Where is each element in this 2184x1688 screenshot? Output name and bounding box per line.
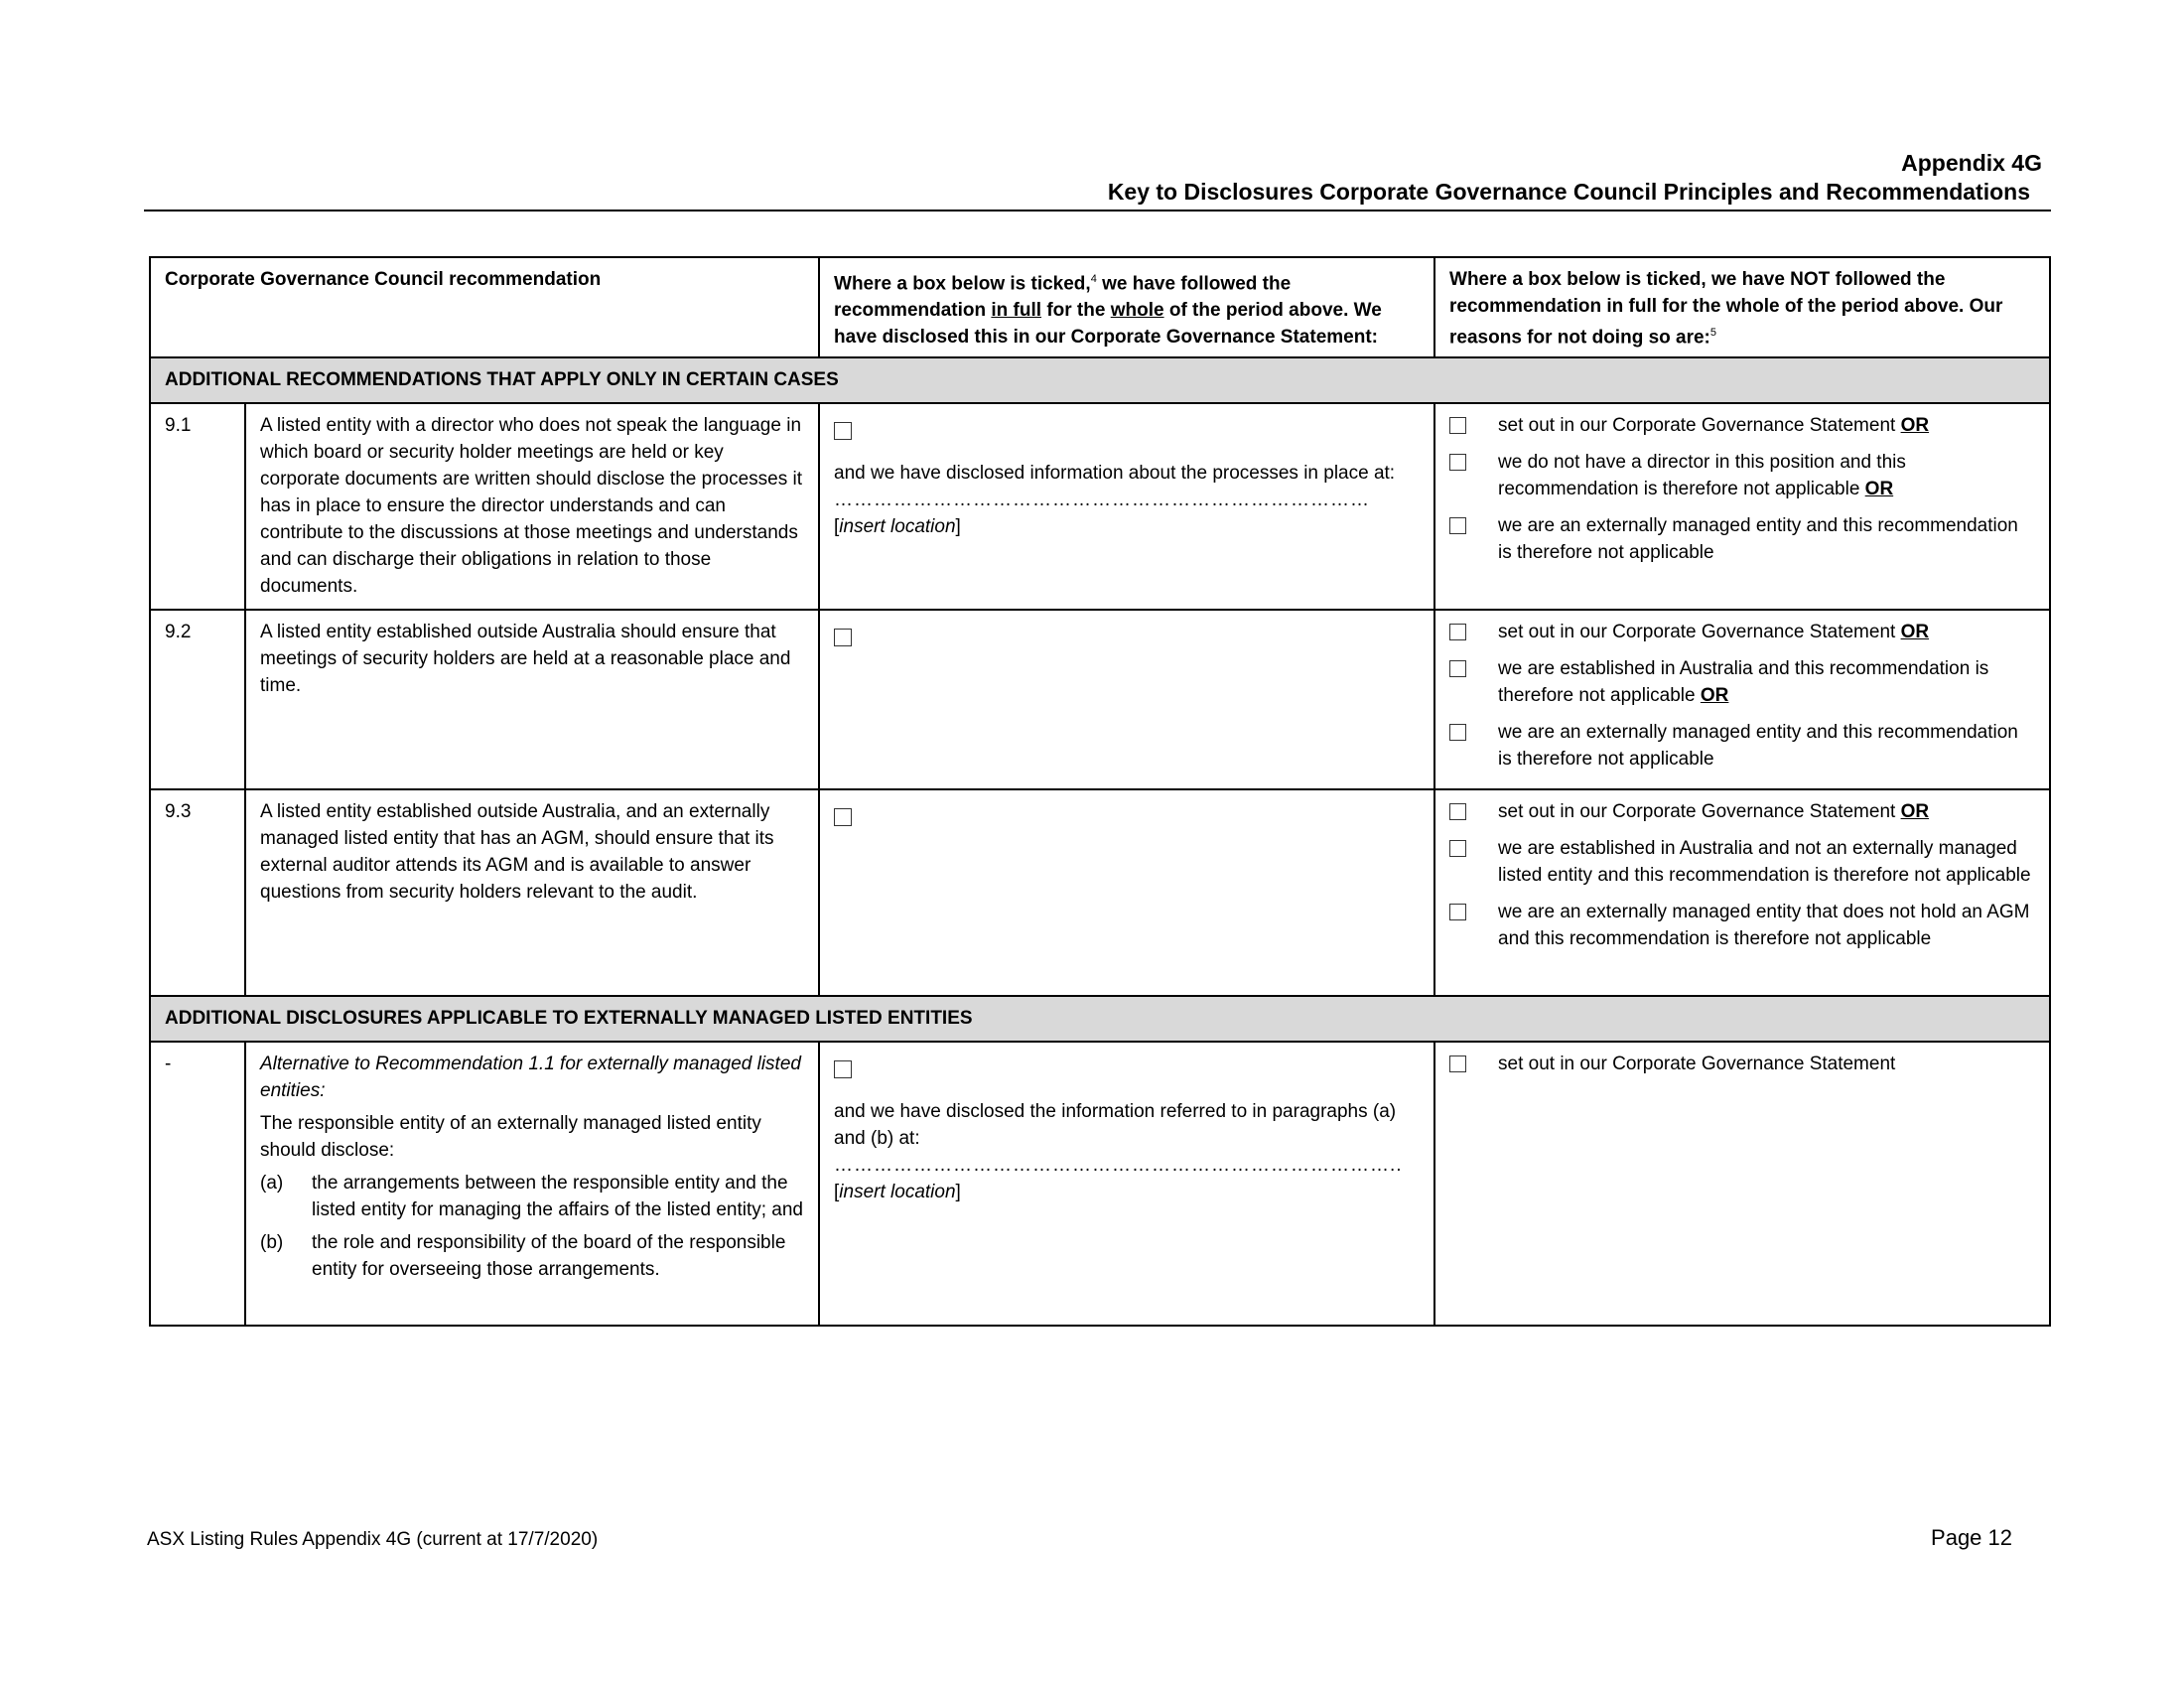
section-title: ADDITIONAL DISCLOSURES APPLICABLE TO EXTERNALLY MANAGED LISTED ENTITIES	[150, 996, 2050, 1042]
reason-option: we are established in Australia and this recommendation is therefore not applicable OR	[1449, 655, 2035, 709]
reason-option: set out in our Corporate Governance Statement	[1449, 1051, 2035, 1077]
location-dots: …………………………………………………………………………..	[834, 1155, 1403, 1177]
section-header-certain-cases	[150, 357, 2050, 403]
list-item: (a) the arrangements between the responsible entity and the listed entity for managing the affairs of the listed entity; and	[260, 1173, 803, 1221]
location-dots: ………………………………………………………………………	[834, 490, 1371, 511]
rec-text: A listed entity established outside Australia should ensure that meetings of security holders are held at a reasonable place and time.	[245, 610, 819, 789]
rec-number: 9.1	[150, 403, 245, 610]
reason-checkbox[interactable]	[1449, 624, 1466, 640]
not-followed-cell	[1434, 1042, 2050, 1326]
list-item: (b) the role and responsibility of the board of the responsible entity for overseeing those arrangements.	[260, 1232, 786, 1281]
header-divider	[144, 210, 2051, 211]
rec-number: -	[150, 1042, 245, 1326]
followed-cell	[819, 610, 1434, 789]
followed-note: and we have disclosed information about the processes in place at:	[834, 463, 1396, 485]
reason-checkbox[interactable]	[1449, 1055, 1466, 1072]
followed-cell	[819, 403, 1434, 610]
section-header-externally-managed	[150, 996, 2050, 1042]
not-followed-cell	[1434, 789, 2050, 996]
table-row	[150, 789, 2050, 996]
reason-option: we do not have a director in this position and this recommendation is therefore not applicable OR	[1449, 449, 2035, 502]
footer-source: ASX Listing Rules Appendix 4G (current at 17/7/2020)	[147, 1529, 599, 1550]
col-header-followed: Where a box below is ticked,$^4$ we have followed the recommendation in full for the whole of the period above. We have disclosed this in our Corporate Governance Statement:	[819, 257, 1434, 357]
reason-option: we are established in Australia and not an externally managed listed entity and this recommendation is therefore not applicable	[1449, 835, 2035, 889]
followed-cell	[819, 789, 1434, 996]
reason-option: set out in our Corporate Governance Statement OR	[1449, 412, 2035, 439]
insert-location: [insert location]	[834, 516, 961, 538]
section-title: ADDITIONAL RECOMMENDATIONS THAT APPLY ONLY IN CERTAIN CASES	[150, 357, 2050, 403]
rec-text: A listed entity with a director who does not speak the language in which board or security holder meetings are held or key corporate documents are written should disclose the processes it has in place to ensure the director understands and can contribute to the discussions at those meetings and understands and can discharge their obligations in relation to those documents.	[245, 403, 819, 610]
table-row	[150, 403, 2050, 610]
rec-text: The responsible entity of an externally managed listed entity should disclose:	[260, 1113, 761, 1162]
followed-checkbox[interactable]	[834, 629, 852, 646]
governance-table	[149, 256, 2051, 1327]
reason-checkbox[interactable]	[1449, 454, 1466, 471]
not-followed-cell	[1434, 610, 2050, 789]
followed-cell	[819, 1042, 1434, 1326]
reason-checkbox[interactable]	[1449, 803, 1466, 820]
reason-option: we are an externally managed entity and this recommendation is therefore not applicable	[1449, 719, 2035, 773]
insert-location: [insert location]	[834, 1182, 961, 1203]
reason-checkbox[interactable]	[1449, 660, 1466, 677]
footnote-4: 4	[1090, 273, 1097, 285]
reason-checkbox[interactable]	[1449, 904, 1466, 920]
table-header-row	[150, 257, 2050, 357]
rec-number: 9.3	[150, 789, 245, 996]
reason-checkbox[interactable]	[1449, 724, 1466, 741]
page-number: Page 12	[1931, 1525, 2012, 1550]
table-row	[150, 1042, 2050, 1326]
not-followed-cell	[1434, 403, 2050, 610]
reason-checkbox[interactable]	[1449, 517, 1466, 534]
col-header-not-followed: Where a box below is ticked, we have NOT followed the recommendation in full for the whole of the period above. Our reasons for not doing so are:$^5$	[1434, 257, 2050, 357]
followed-checkbox[interactable]	[834, 1060, 852, 1078]
table-row	[150, 610, 2050, 789]
followed-checkbox[interactable]	[834, 808, 852, 826]
reason-option: we are an externally managed entity and this recommendation is therefore not applicable	[1449, 512, 2035, 566]
followed-checkbox[interactable]	[834, 422, 852, 440]
rec-number: 9.2	[150, 610, 245, 789]
col-header-recommendation: Corporate Governance Council recommendation	[150, 257, 819, 357]
page-header	[1108, 149, 2042, 207]
reason-checkbox[interactable]	[1449, 417, 1466, 434]
rec-text: A listed entity established outside Australia, and an externally managed listed entity that has an AGM, should ensure that its external auditor attends its AGM and is available to answer questions from security holders relevant to the audit.	[245, 789, 819, 996]
footnote-5: 5	[1709, 327, 1717, 339]
followed-note: and we have disclosed the information referred to in paragraphs (a) and (b) at:	[834, 1101, 1397, 1150]
rec-title: Alternative to Recommendation 1.1 for externally managed listed entities:	[260, 1054, 801, 1102]
reason-option: set out in our Corporate Governance Statement OR	[1449, 619, 2035, 645]
appendix-subtitle: Key to Disclosures Corporate Governance Council Principles and Recommendations	[1107, 179, 2030, 205]
rec-text-cell	[245, 1042, 819, 1326]
reason-option: set out in our Corporate Governance Statement OR	[1449, 798, 2035, 825]
reason-checkbox[interactable]	[1449, 840, 1466, 857]
appendix-title: Appendix 4G	[1901, 150, 2042, 176]
reason-option: we are an externally managed entity that does not hold an AGM and this recommendation is therefore not applicable	[1449, 899, 2035, 952]
